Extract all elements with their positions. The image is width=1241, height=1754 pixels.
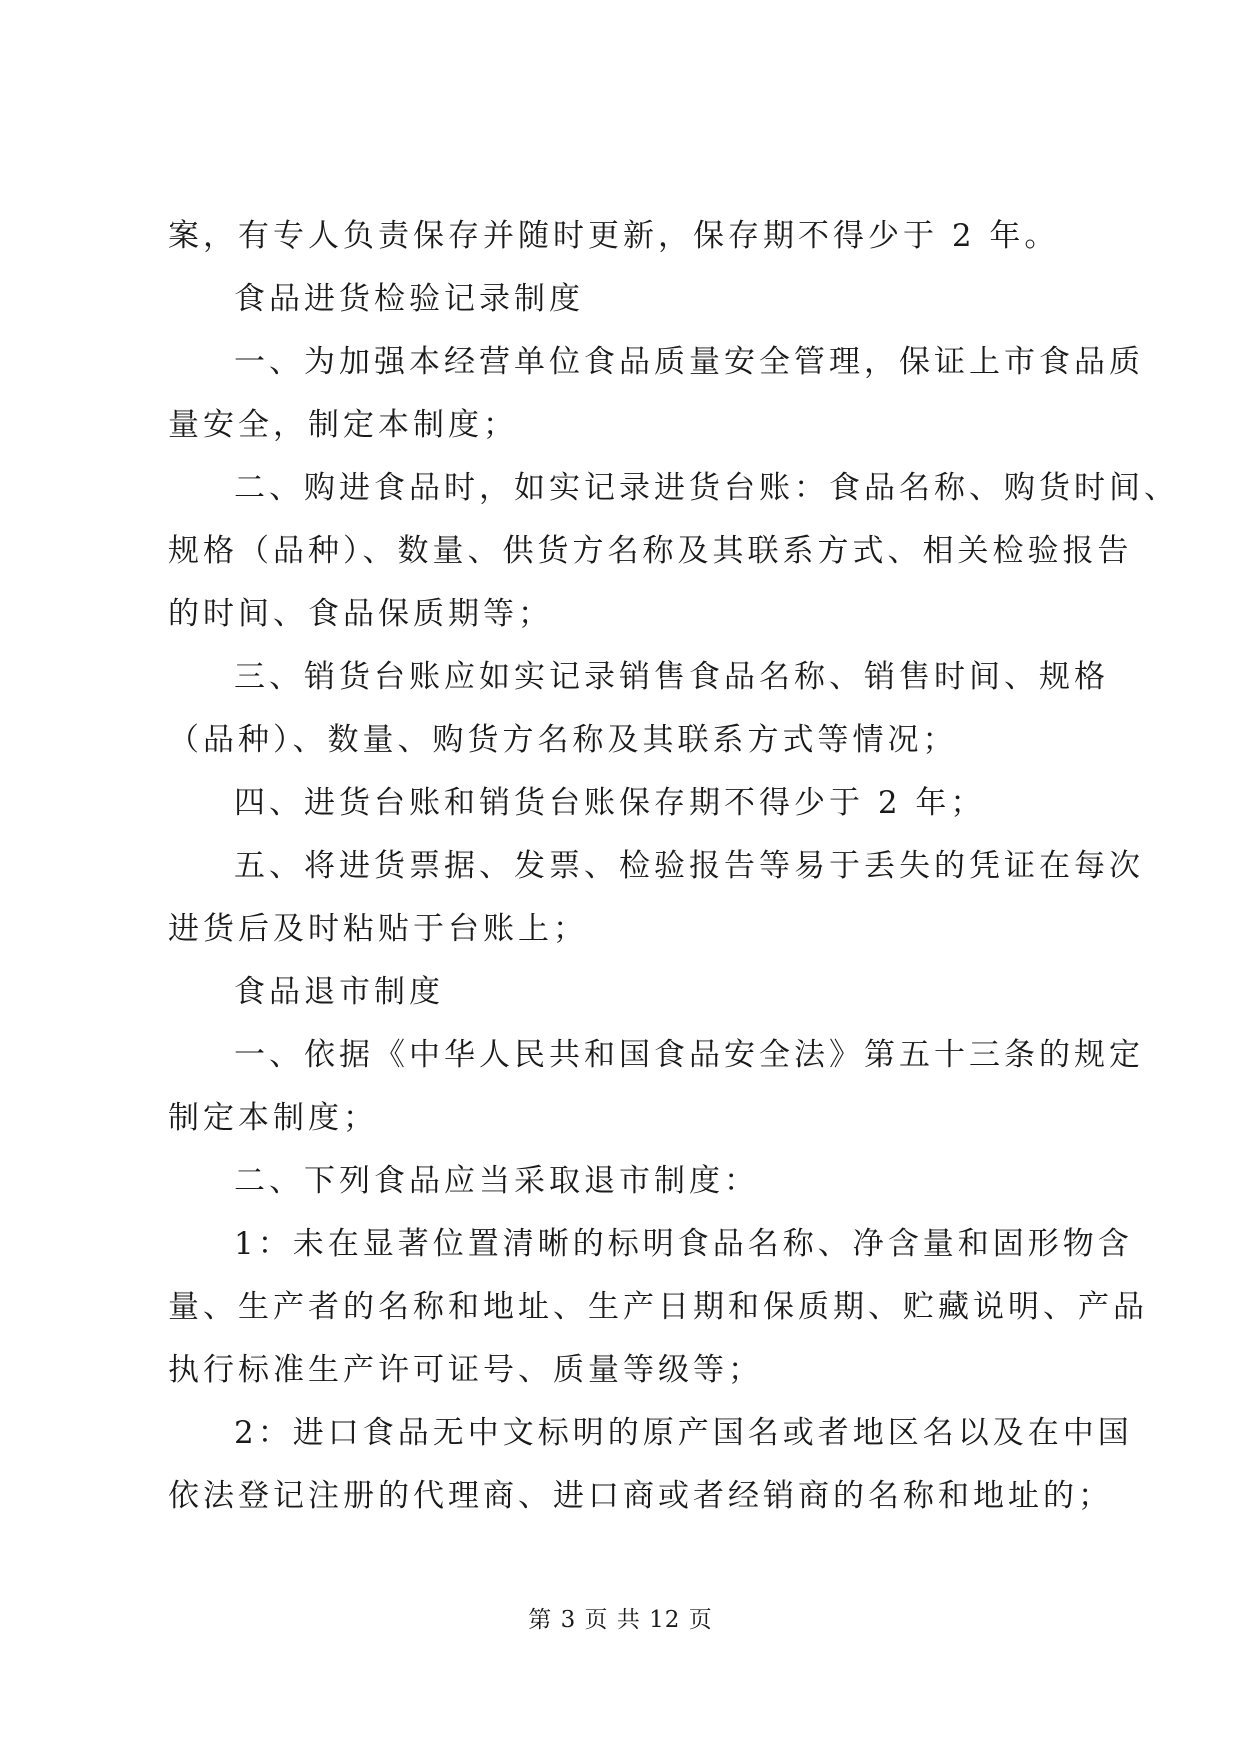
paragraph-line: 的时间、食品保质期等； <box>168 596 553 632</box>
paragraph-line: 1：未在显著位置清晰的标明食品名称、净含量和固形物含 <box>234 1226 1133 1262</box>
paragraph-line: 规格（品种）、数量、供货方名称及其联系方式、相关检验报告 <box>168 533 1133 569</box>
paragraph-line: 一、依据《中华人民共和国食品安全法》第五十三条的规定 <box>234 1037 1144 1073</box>
paragraph-line: 四、进货台账和销货台账保存期不得少于 2 年； <box>234 785 986 821</box>
paragraph-line: 执行标准生产许可证号、质量等级等； <box>168 1352 763 1388</box>
paragraph-line: 制定本制度； <box>168 1100 378 1136</box>
paragraph-line: 一、为加强本经营单位食品质量安全管理，保证上市食品质 <box>234 344 1144 380</box>
page-number-footer: 第 3 页 共 12 页 <box>528 1607 713 1633</box>
paragraph-line: 进货后及时粘贴于台账上； <box>168 911 588 947</box>
document-body <box>168 205 1179 1528</box>
paragraph-line: 依法登记注册的代理商、进口商或者经销商的名称和地址的； <box>168 1478 1113 1514</box>
section-heading: 食品进货检验记录制度 <box>234 281 584 317</box>
paragraph-line: 二、下列食品应当采取退市制度： <box>234 1163 759 1199</box>
paragraph-line: 案，有专人负责保存并随时更新，保存期不得少于 2 年。 <box>168 218 1060 254</box>
paragraph-line: 量、生产者的名称和地址、生产日期和保质期、贮藏说明、产品 <box>168 1289 1148 1325</box>
paragraph-line: 2：进口食品无中文标明的原产国名或者地区名以及在中国 <box>234 1415 1133 1451</box>
paragraph-line: 量安全，制定本制度； <box>168 407 518 443</box>
paragraph-line: （品种）、数量、购货方名称及其联系方式等情况； <box>168 722 958 758</box>
section-heading: 食品退市制度 <box>234 974 444 1010</box>
paragraph-line: 五、将进货票据、发票、检验报告等易于丢失的凭证在每次 <box>234 848 1144 884</box>
paragraph-line: 二、购进食品时，如实记录进货台账：食品名称、购货时间、 <box>234 470 1179 506</box>
paragraph-line: 三、销货台账应如实记录销售食品名称、销售时间、规格 <box>234 659 1109 695</box>
